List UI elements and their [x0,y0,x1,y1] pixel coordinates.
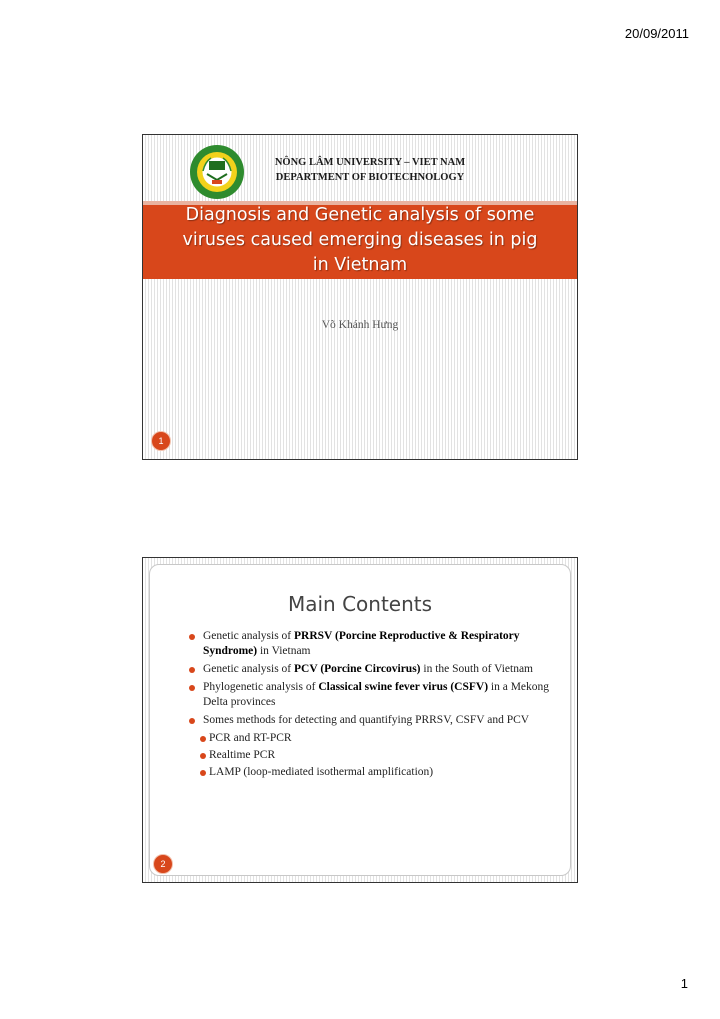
slide-1-title [145,203,575,278]
slide-1 [142,134,578,460]
university-line: NÔNG LÂM UNIVERSITY – VIET NAM [274,157,466,168]
list-item: Genetic analysis of PCV (Porcine Circovirus) in the South of Vietnam [187,662,557,677]
slide-1-body [143,279,577,459]
slide-number-badge: 1 [151,431,171,451]
contents-list [187,629,557,782]
university-logo [189,144,245,200]
sub-list-item: Realtime PCR [199,748,557,763]
slide-2-title: Main Contents [287,592,433,616]
department-line: DEPARTMENT OF BIOTECHNOLOGY [275,172,465,183]
list-item: Genetic analysis of PRRSV (Porcine Reproductive & Respiratory Syndrome) in Vietnam [187,629,557,659]
list-item: Phylogenetic analysis of Classical swine fever virus (CSFV) in a Mekong Delta provinces [187,680,557,710]
title-line-3: in Vietnam [312,255,408,275]
page-number: 1 [680,976,688,991]
slide-number-badge: 2 [153,854,173,874]
slide-2 [142,557,578,883]
sub-list-item: PCR and RT-PCR [199,731,557,746]
page-date: 20/09/2011 [624,26,689,41]
university-heading [255,155,485,185]
author-name: Võ Khánh Hưng [321,319,399,331]
list-item: Somes methods for detecting and quantifying PRRSV, CSFV and PCV [187,713,557,728]
title-line-1: Diagnosis and Genetic analysis of some [185,205,535,225]
sub-list-item: LAMP (loop-mediated isothermal amplification) [199,765,557,780]
title-line-2: viruses caused emerging diseases in pig [182,230,538,250]
